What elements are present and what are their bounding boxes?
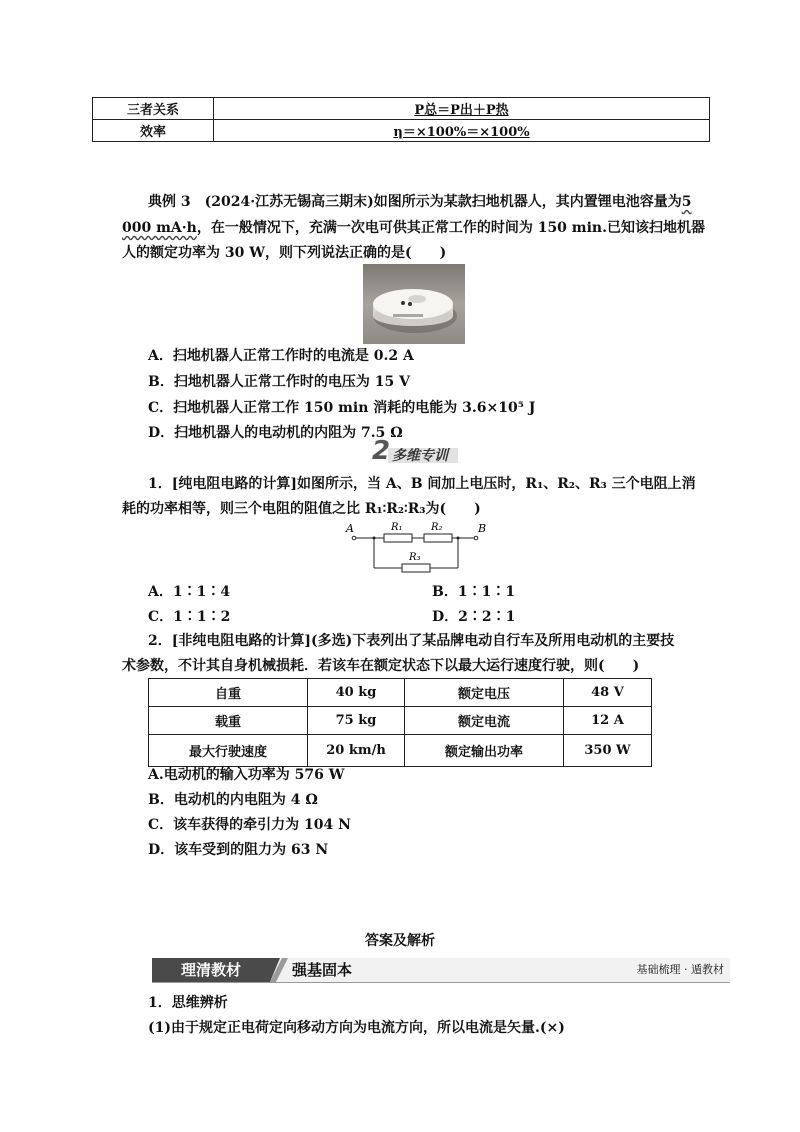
option-c: C．扫地机器人正常工作 150 min 消耗的电能为 3.6×10⁵ J: [148, 400, 536, 416]
table-cell: 20 km/h: [308, 735, 405, 767]
q1-option-c: C．1∶1∶2: [148, 609, 231, 625]
example-line-2: [122, 218, 732, 238]
example-text: 典例 3 (2024·江苏无锡高三期末)如图所示为某款扫地机器人，其内置锂电池容量为: [148, 194, 682, 210]
table-cell: 48 V: [564, 679, 652, 707]
circuit-diagram: [340, 516, 490, 578]
table-row: [149, 735, 652, 767]
capacity-value: 5: [681, 194, 692, 210]
formula-table: [92, 97, 710, 142]
answers-title: 答案及解析: [365, 933, 435, 949]
capacity-value: 000 mA·h: [122, 220, 197, 236]
table-row: [149, 679, 652, 707]
bar-divider: [270, 958, 292, 982]
example-line-3: 人的额定功率为 30 W，则下列说法正确的是( ): [122, 245, 447, 261]
q1-option-a: A．1∶1∶4: [148, 584, 231, 600]
q2-option-c: C．该车获得的牵引力为 104 N: [148, 817, 351, 833]
table-cell: η＝×100%＝×100%: [214, 120, 710, 142]
q1-option-b: B．1∶1∶1: [432, 584, 516, 600]
option-a: A．扫地机器人正常工作时的电流是 0.2 A: [148, 348, 414, 364]
r1-label: R₁: [391, 522, 403, 533]
r2-label: R₂: [431, 522, 443, 533]
node-b-label: B: [478, 522, 487, 535]
q1-option-d: D．2∶2∶1: [432, 609, 516, 625]
table-cell: 40 kg: [308, 679, 405, 707]
table-cell: 额定电压: [405, 679, 564, 707]
table-cell: 最大行驶速度: [149, 735, 308, 767]
r3-label: R₃: [409, 552, 421, 563]
table-row: [149, 707, 652, 735]
table-cell: P总＝P出＋P热: [214, 98, 710, 120]
table-cell: 额定电流: [405, 707, 564, 735]
spec-table: [148, 678, 652, 767]
section-number: 2: [372, 436, 391, 466]
q2-line-1: 2．[非纯电阻电路的计算](多选)下表列出了某品牌电动自行车及所用电动机的主要技: [148, 633, 675, 649]
q2-option-d: D．该车受到的阻力为 63 N: [148, 842, 329, 858]
section-header-bar: [152, 958, 730, 983]
table-cell: 载重: [149, 707, 308, 735]
resistor-r2: [424, 534, 452, 542]
bar-right-label: 基础梳理 · 遁教材: [636, 963, 724, 976]
q2-line-2: 术参数，不计其自身机械损耗．若该车在额定状态下以最大运行速度行驶，则( ): [122, 658, 640, 674]
table-cell: 75 kg: [308, 707, 405, 735]
table-cell: 自重: [149, 679, 308, 707]
q1-line-2: 耗的功率相等，则三个电阻的阻值之比 R₁∶R₂∶R₃为( ): [122, 501, 481, 517]
table-cell: 12 A: [564, 707, 652, 735]
node-a-label: A: [346, 522, 354, 535]
example-text: ，在一般情况下，充满一次电可供其正常工作的时间为 150 min.已知该扫地机器: [196, 220, 705, 236]
option-b: B．扫地机器人正常工作时的电压为 15 V: [148, 374, 410, 390]
resistor-r3: [402, 564, 430, 572]
table-cell: 额定输出功率: [405, 735, 564, 767]
q1-line-1: 1．[纯电阻电路的计算]如图所示，当 A、B 间加上电压时，R₁、R₂、R₃ 三个电阻上消: [148, 476, 696, 492]
example-line-1: [148, 192, 728, 212]
bar-left-label: 理清教材: [152, 958, 270, 982]
table-row: [93, 120, 710, 142]
table-cell: 350 W: [564, 735, 652, 767]
resistor-r1: [384, 534, 412, 542]
q2-option-b: B．电动机的内电阻为 4 Ω: [148, 792, 318, 808]
q2-option-a: A.电动机的输入功率为 576 W: [148, 767, 345, 783]
analysis-heading: 1．思维辨析: [148, 995, 228, 1011]
table-cell: 效率: [93, 120, 214, 142]
table-cell: 三者关系: [93, 98, 214, 120]
bar-mid-label: 强基固本: [292, 961, 353, 979]
analysis-item-1: (1)由于规定正电荷定向移动方向为电流方向，所以电流是矢量.(×): [148, 1020, 565, 1036]
option-d: D．扫地机器人的电动机的内阻为 7.5 Ω: [148, 425, 403, 441]
section-banner: [372, 436, 460, 466]
table-row: [93, 98, 710, 120]
robot-vacuum-image: [363, 264, 465, 344]
section-title: 多维专训: [392, 448, 448, 464]
